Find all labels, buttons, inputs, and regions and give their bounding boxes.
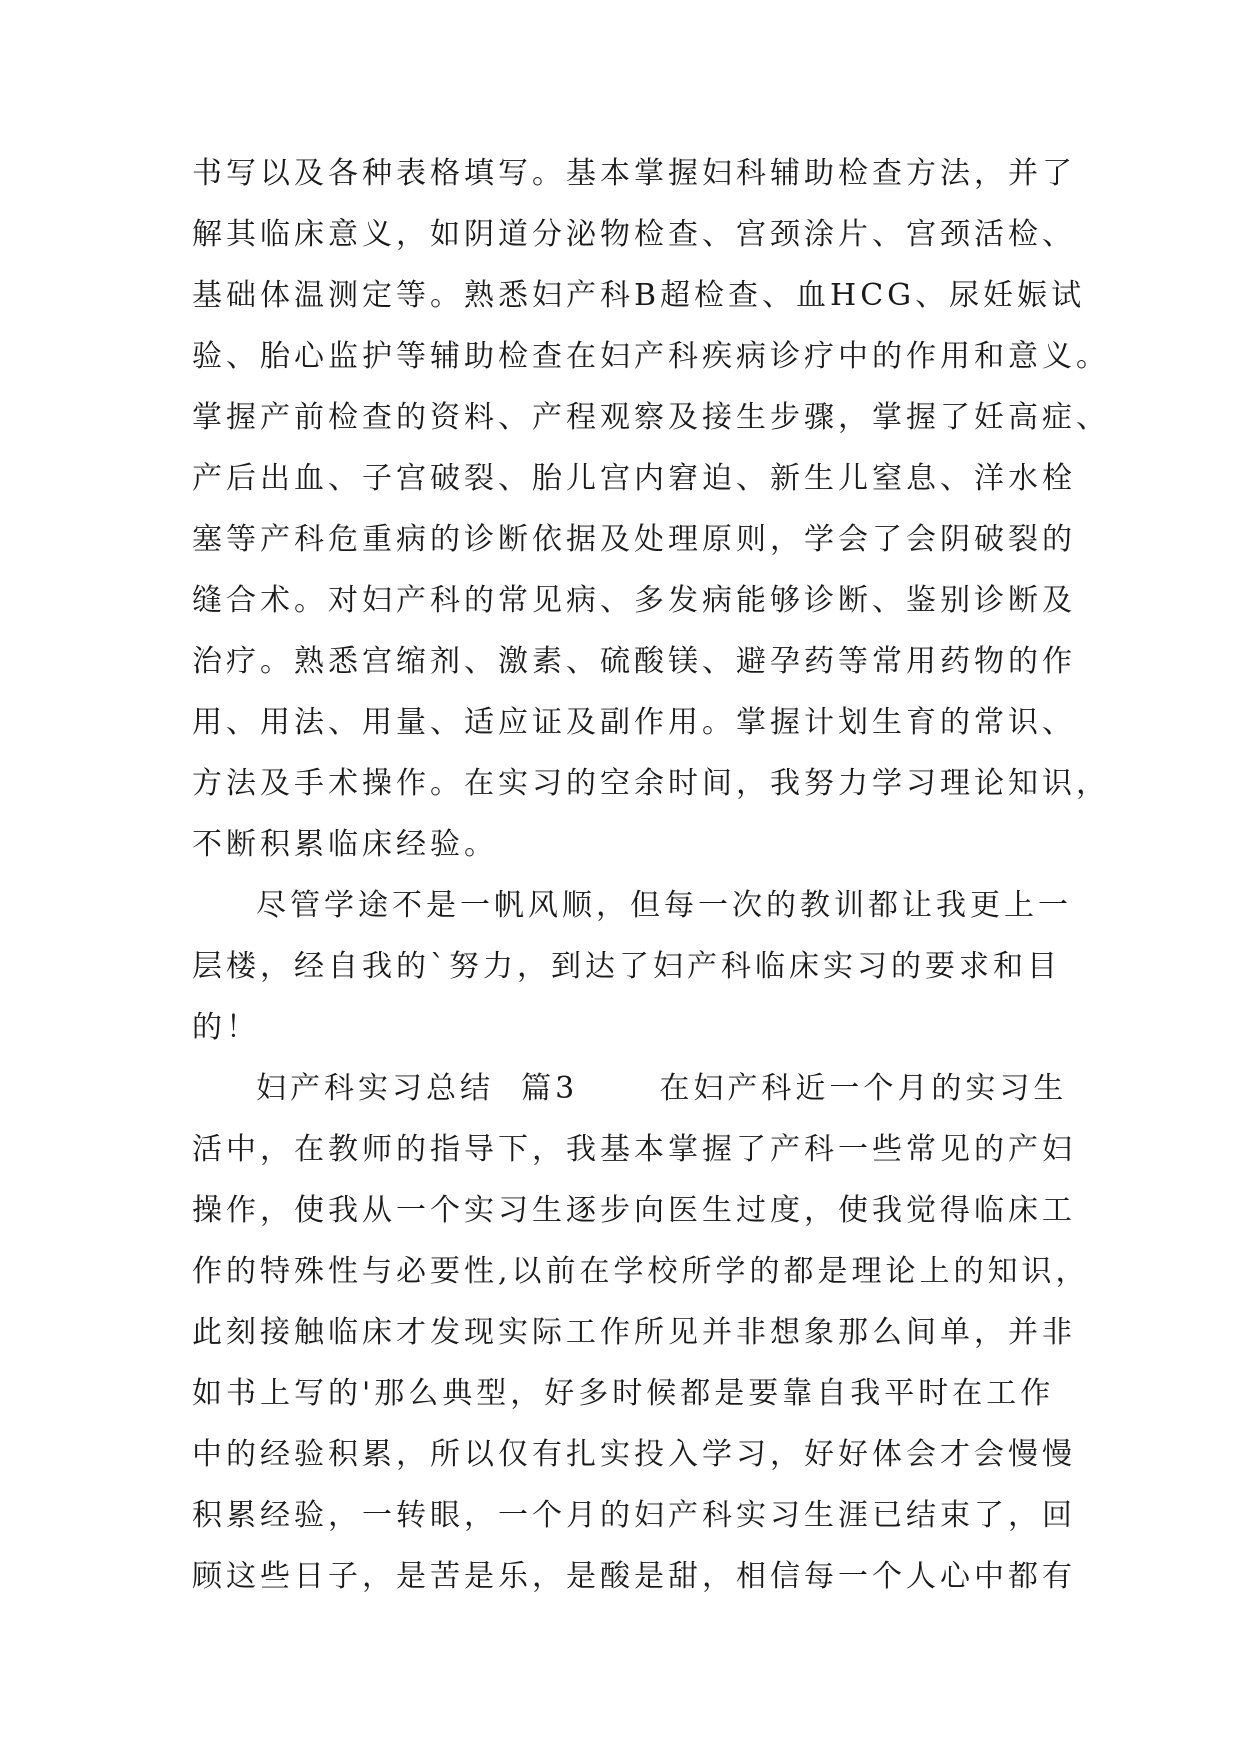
text-line: 方法及手术操作。在实习的空余时间，我努力学习理论知识， <box>192 766 1110 801</box>
text-line: 的！ <box>192 1010 260 1045</box>
text-line: 塞等产科危重病的诊断依据及处理原则，学会了会阴破裂的 <box>192 522 1076 557</box>
text-line: 解其临床意义，如阴道分泌物检查、宫颈涂片、宫颈活检、 <box>192 217 1076 252</box>
text-line: 顾这些日子，是苦是乐，是酸是甜，相信每一个人心中都有 <box>192 1559 1076 1594</box>
paragraph-first-line: 尽管学途不是一帆风顺，但每一次的教训都让我更上一 <box>256 888 1072 923</box>
text-line: 此刻接触临床才发现实际工作所见并非想象那么间单，并非 <box>192 1315 1076 1350</box>
text-line: 积累经验，一转眼，一个月的妇产科实习生涯已结束了，回 <box>192 1498 1076 1533</box>
text-line: 活中，在教师的指导下，我基本掌握了产科一些常见的产妇 <box>192 1132 1076 1167</box>
text-line: 操作，使我从一个实习生逐步向医生过度，使我觉得临床工 <box>192 1193 1076 1228</box>
text-line: 中的经验积累，所以仅有扎实投入学习，好好体会才会慢慢 <box>192 1437 1076 1472</box>
text-line: 基础体温测定等。熟悉妇产科B超检查、血HCG、尿妊娠试 <box>192 278 1086 313</box>
text-line: 产后出血、子宫破裂、胎儿宫内窘迫、新生儿窒息、洋水栓 <box>192 461 1076 496</box>
text-line: 书写以及各种表格填写。基本掌握妇科辅助检查方法，并了 <box>192 156 1076 191</box>
text-line: 验、胎心监护等辅助检查在妇产科疾病诊疗中的作用和意义。 <box>192 339 1110 374</box>
text-line: 缝合术。对妇产科的常见病、多发病能够诊断、鉴别诊断及 <box>192 583 1076 618</box>
text-line: 作的特殊性与必要性,以前在学校所学的都是理论上的知识， <box>192 1254 1090 1289</box>
text-line: 掌握产前检查的资料、产程观察及接生步骤，掌握了妊高症、 <box>192 400 1110 435</box>
text-line: 层楼，经自我的`努力，到达了妇产科临床实习的要求和目 <box>192 949 1061 984</box>
text-line: 治疗。熟悉宫缩剂、激素、硫酸镁、避孕药等常用药物的作 <box>192 644 1076 679</box>
text-line: 用、用法、用量、适应证及副作用。掌握计划生育的常识、 <box>192 705 1076 740</box>
text-line: 如书上写的'那么典型，好多时候都是要靠自我平时在工作 <box>192 1376 1055 1411</box>
section-heading-line: 妇产科实习总结 篇3 在妇产科近一个月的实习生 <box>256 1071 1068 1106</box>
text-line: 不断积累临床经验。 <box>192 827 498 862</box>
